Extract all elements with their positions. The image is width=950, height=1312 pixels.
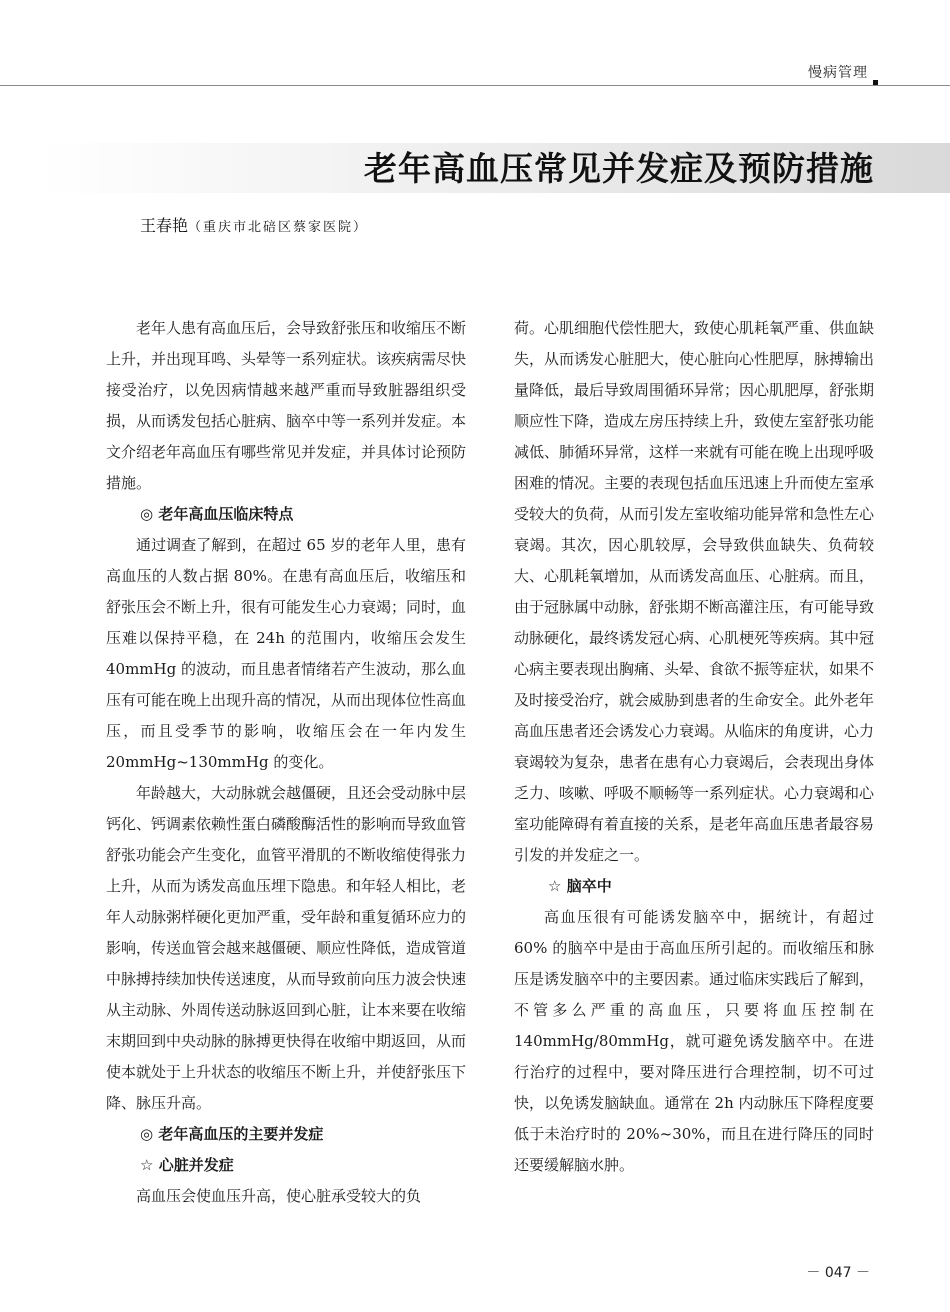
left-column — [106, 313, 466, 1212]
author-affiliation: （重庆市北碚区蔡家医院） — [188, 220, 369, 235]
section-heading-clinical-features — [106, 499, 466, 530]
clinical-paragraph-2: 年龄越大，大动脉就会越僵硬，且还会受动脉中层钙化、钙调素依赖性蛋白磷酸酶活性的影响而导致血管舒张功能会产生变化，血管平滑肌的不断收缩使得张力上升，从而为诱发高血压埋下隐患。和年轻人相比，老年人动脉粥样硬化更加严重，受年龄和重复循环应力的影响，传送血管会越来越僵硬、顺应性降低，造成管道中脉搏持续加快传送速度，从而导致前向压力波会快速从主动脉、外周传送动脉返回到心脏，让本来要在收缩末期回到中央动脉的脉搏更快得在收缩中期返回，从而使本就处于上升状态的收缩压不断上升，并使舒张压下降、脉压升高。 — [106, 784, 467, 1112]
section-marker-square — [873, 80, 878, 85]
subheading-cardiac — [106, 1150, 466, 1181]
star-marker-icon: ☆ — [140, 1156, 154, 1174]
right-column — [514, 313, 874, 1181]
star-marker-icon: ☆ — [548, 877, 562, 895]
page-number: － 047 － — [806, 1265, 870, 1281]
cardiac-paragraph-continued: 荷。心肌细胞代偿性肥大，致使心肌耗氧严重、供血缺失，从而诱发心脏肥大，使心脏向心性肥厚，脉搏输出量降低，最后导致周围循环异常；因心肌肥厚，舒张期顺应性下降，造成左房压持续上升，致使左室舒张功能减低、肺循环异常，这样一来就有可能在晚上出现呼吸困难的情况。主要的表现包括血压迅速上升而使左室承受较大的负荷，从而引发左室收缩功能异常和急性左心衰竭。其次，因心肌较厚，会导致供血缺失、负荷较大、心肌耗氧增加，从而诱发高血压、心脏病。而且，由于冠脉属中动脉，舒张期不断高灌注压，有可能导致动脉硬化，最终诱发冠心病、心肌梗死等疾病。其中冠心病主要表现出胸痛、头晕、食欲不振等症状，如果不及时接受治疗，就会威胁到患者的生命安全。此外老年高血压患者还会诱发心力衰竭。从临床的角度讲，心力衰竭较为复杂，患者在患有心力衰竭后，会表现出身体乏力、咳嗽、呼吸不顺畅等一系列症状。心力衰竭和心室功能障碍有着直接的关系，是老年高血压患者最容易引发的并发症之一。 — [514, 319, 875, 864]
section-heading-text: 老年高血压临床特点 — [158, 505, 294, 523]
article-title: 老年高血压常见并发症及预防措施 — [364, 149, 874, 188]
subheading-text: 脑卒中 — [566, 877, 612, 895]
clinical-paragraph-1: 通过调查了解到，在超过 65 岁的老年人里，患有高血压的人数占据 80%。在患有高血压后，收缩压和舒张压会不断上升，很有可能发生心力衰竭；同时，血压难以保持平稳，在 24h 的范围内，收缩压会发生 40mmHg 的波动，而且患者情绪若产生波动，那么血压有可能在晚上出现升高的情况，从而出现体位性高血压，而且受季节的影响，收缩压会在一年内发生 20mmHg~130mmHg 的变化。 — [106, 536, 467, 771]
circle-marker-icon: ◎ — [140, 505, 154, 523]
subheading-text: 心脏并发症 — [158, 1156, 234, 1174]
author-name: 王春艳 — [140, 216, 189, 235]
header-rule — [0, 85, 950, 86]
intro-paragraph: 老年人患有高血压后，会导致舒张压和收缩压不断上升，并出现耳鸣、头晕等一系列症状。该疾病需尽快接受治疗，以免因病情越来越严重而导致脏器组织受损，从而诱发包括心脏病、脑卒中等一系列并发症。本文介绍老年高血压有哪些常见并发症，并具体讨论预防措施。 — [106, 319, 467, 492]
cardiac-paragraph-start: 高血压会使血压升高，使心脏承受较大的负 — [136, 1187, 422, 1205]
stroke-paragraph: 高血压很有可能诱发脑卒中，据统计，有超过 60% 的脑卒中是由于高血压所引起的。而收缩压和脉压是诱发脑卒中的主要因素。通过临床实践后了解到，不管多么严重的高血压，只要将血压控制在 140mmHg/80mmHg，就可避免诱发脑卒中。在进行治疗的过程中，要对降压进行合理控制，切不可过快，以免诱发脑缺血。通常在 2h 内动脉压下降程度要低于未治疗时的 20%~30%，而且在进行降压的同时还要缓解脑水肿。 — [514, 908, 875, 1174]
byline — [140, 213, 368, 236]
circle-marker-icon: ◎ — [140, 1125, 154, 1143]
section-heading-complications — [106, 1119, 466, 1150]
section-heading-text: 老年高血压的主要并发症 — [158, 1125, 324, 1143]
subheading-stroke — [514, 871, 874, 902]
section-label: 慢病管理 — [808, 65, 868, 81]
